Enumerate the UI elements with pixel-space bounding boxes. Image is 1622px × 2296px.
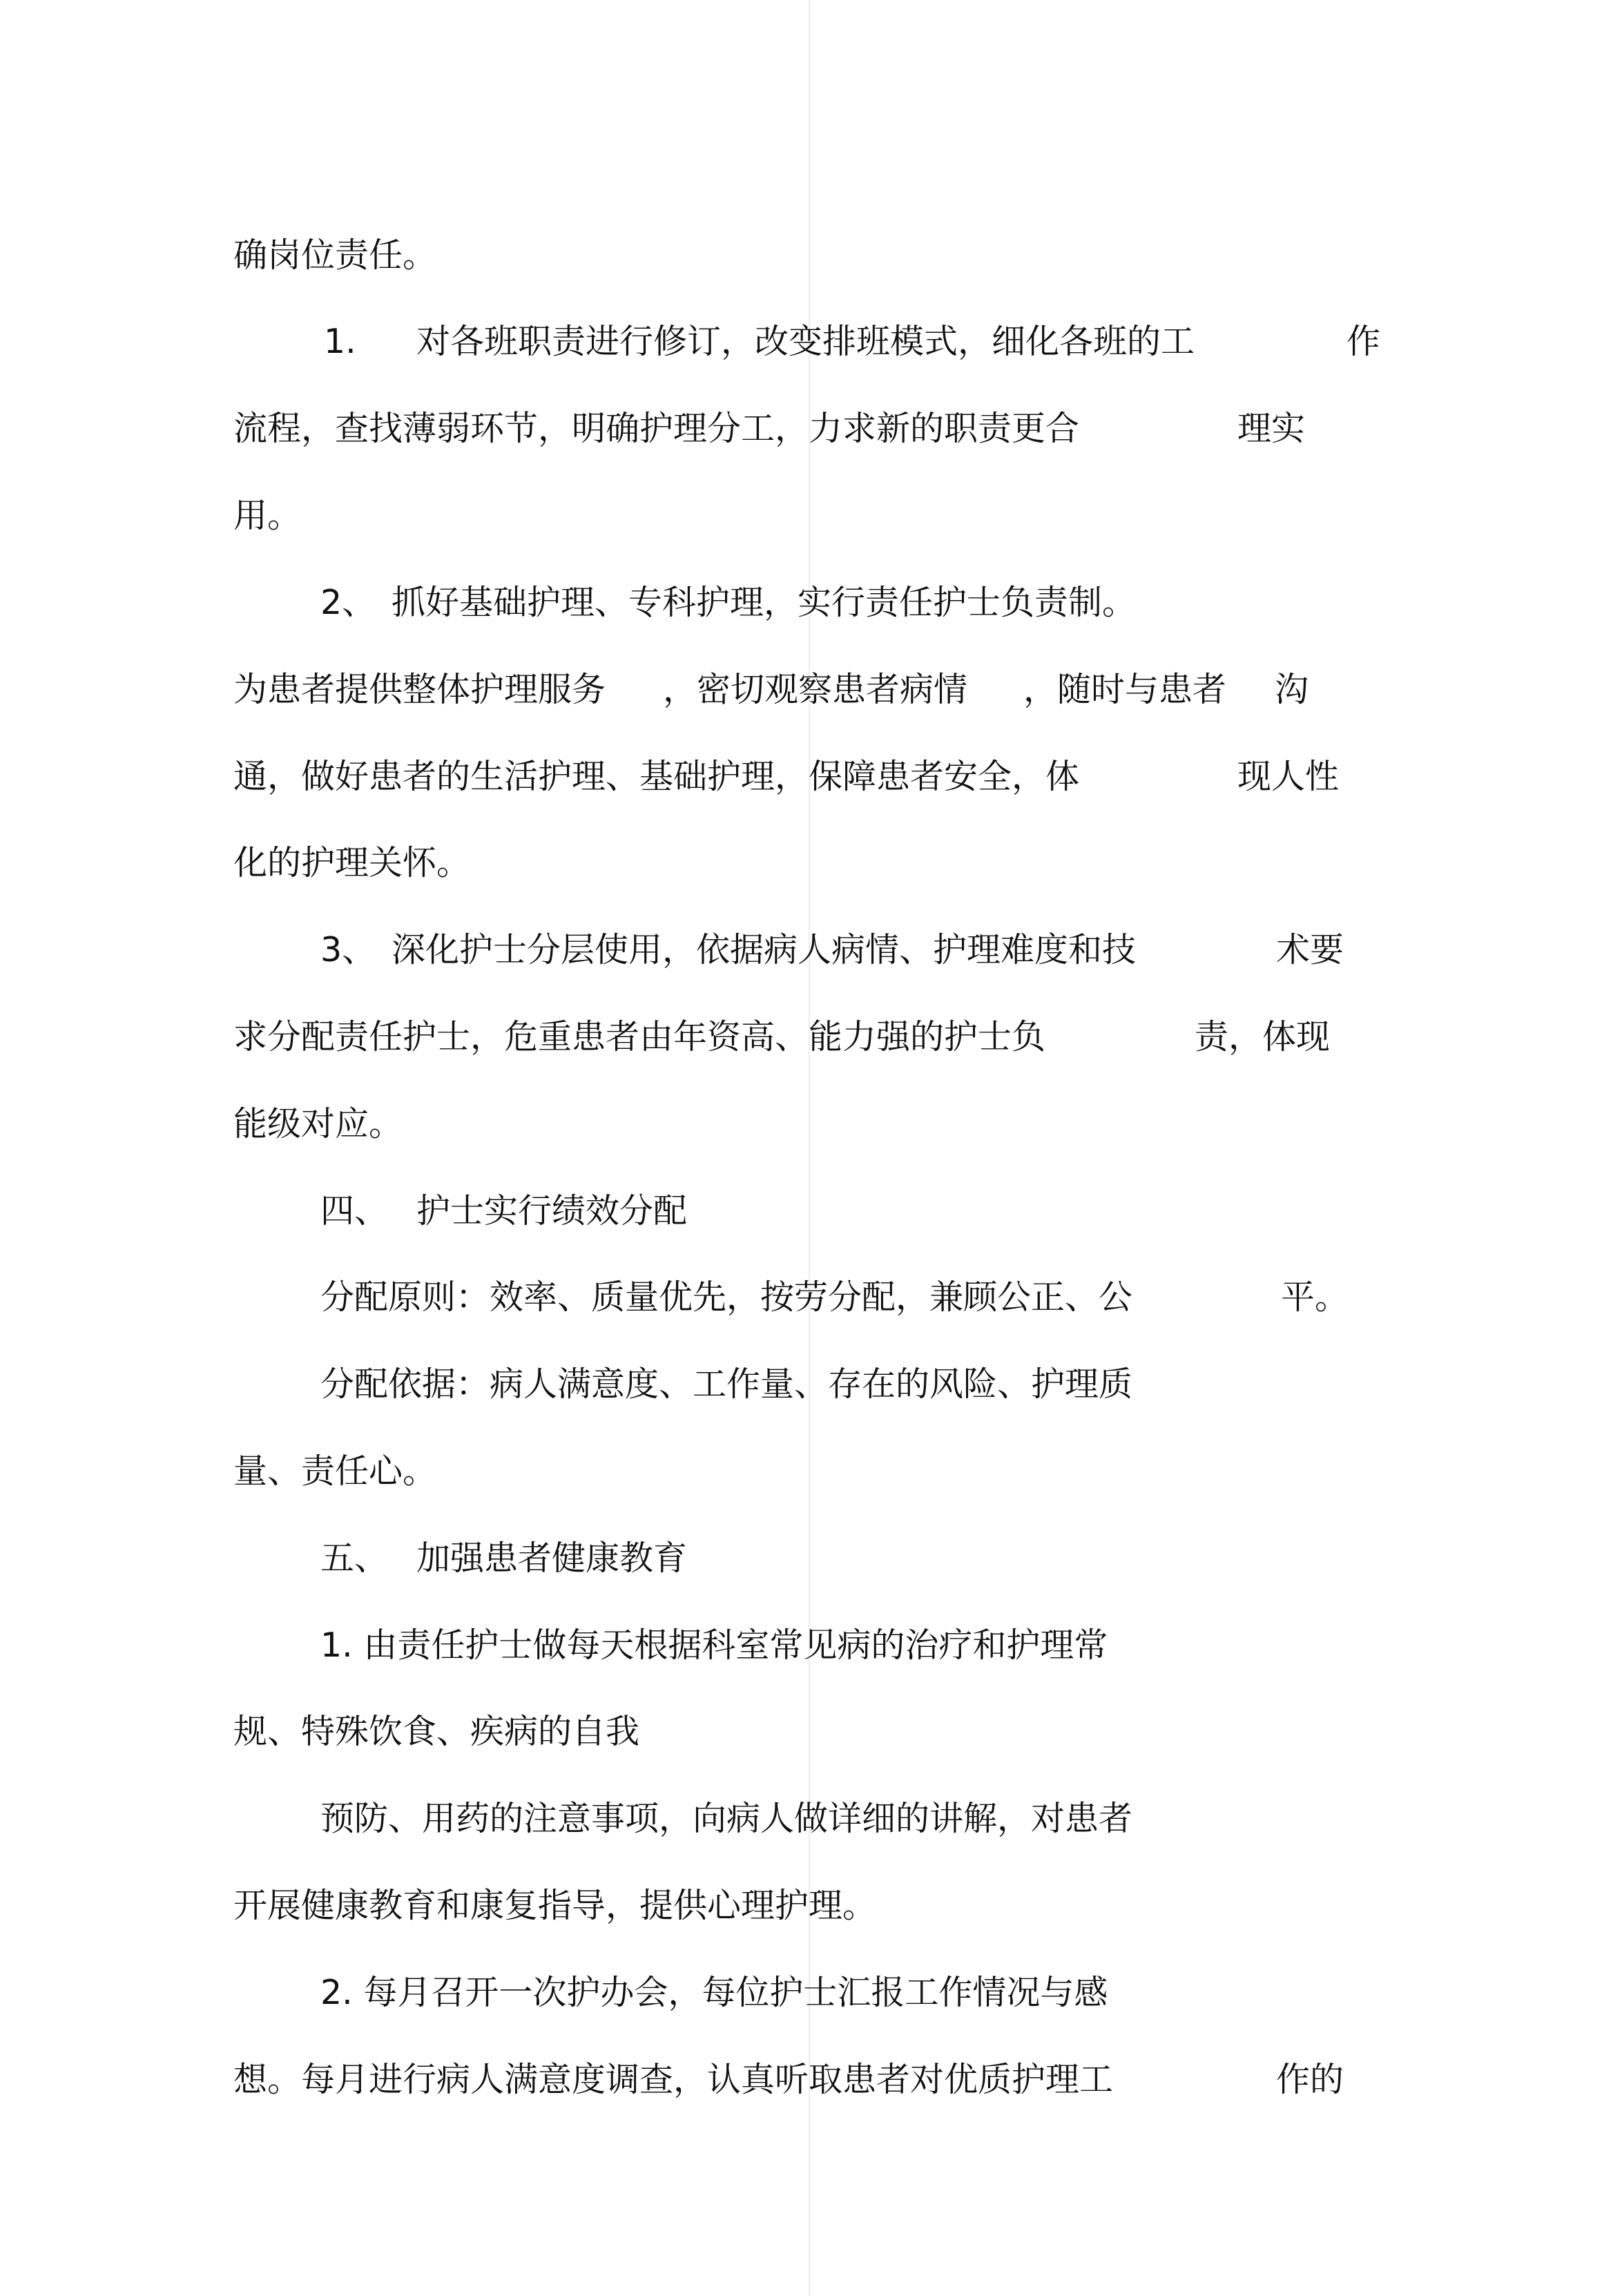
list-number: 3、 (320, 930, 376, 969)
section-title: 护士实行绩效分配 (416, 1191, 688, 1231)
text-segment: 责，体现 (1195, 1017, 1331, 1057)
text-segment: 量、责任心。 (233, 1451, 437, 1491)
text-segment: 1. 由责任护士做每天根据科室常见病的治疗和护理常 (320, 1625, 1108, 1665)
text-segment: 分配原则：效率、质量优先，按劳分配，兼顾公正、公 (320, 1277, 1133, 1317)
text-segment: 抓好基础护理、专科护理，实行责任护士负责制。 (392, 583, 1137, 622)
text-segment: 通，做好患者的生活护理、基础护理，保障患者安全，体 (233, 757, 1080, 796)
text-segment: 2. 每月召开一次护办会，每位护士汇报工作情况与感 (320, 1973, 1108, 2012)
text-segment: 为患者提供整体护理服务 (233, 670, 606, 709)
text-segment: 开展健康教育和康复指导，提供心理护理。 (233, 1886, 877, 1925)
text-segment: 用。 (233, 496, 302, 535)
text-segment: 想。每月进行病人满意度调查，认真听取患者对优质护理工 (233, 2060, 1114, 2099)
text-segment: 作 (1346, 322, 1381, 361)
text-segment: 深化护士分层使用，依据病人病情、护理难度和技 (392, 930, 1137, 969)
text-segment: ，随时与患者 (1023, 670, 1227, 709)
text-segment: 预防、用药的注意事项，向病人做详细的讲解，对患者 (320, 1799, 1133, 1838)
text-segment: 平。 (1281, 1277, 1349, 1317)
text-segment: 分配依据：病人满意度、工作量、存在的风险、护理质 (320, 1364, 1133, 1404)
list-number: 1. (324, 322, 356, 361)
text-segment: 沟 (1275, 670, 1309, 709)
text-segment: ，密切观察患者病情 (663, 670, 968, 709)
section-number: 四、 (320, 1191, 389, 1231)
text-segment: 求分配责任护士，危重患者由年资高、能力强的护士负 (233, 1017, 1046, 1057)
text-segment: 化的护理关怀。 (233, 843, 471, 882)
list-number: 2、 (320, 583, 376, 622)
text-segment: 术要 (1276, 930, 1344, 969)
text-segment: 对各班职责进行修订，改变排班模式，细化各班的工 (416, 322, 1195, 361)
section-number: 五、 (320, 1538, 389, 1578)
text-segment: 作的 (1276, 2060, 1344, 2099)
text-segment: 确岗位责任。 (233, 235, 437, 275)
text-segment: 规、特殊饮食、疾病的自我 (233, 1712, 640, 1751)
text-segment: 现人性 (1237, 757, 1340, 796)
section-title: 加强患者健康教育 (416, 1538, 688, 1578)
text-segment: 理实 (1237, 409, 1306, 448)
text-segment: 流程，查找薄弱环节，明确护理分工，力求新的职责更合 (233, 409, 1080, 448)
text-segment: 能级对应。 (233, 1104, 403, 1144)
